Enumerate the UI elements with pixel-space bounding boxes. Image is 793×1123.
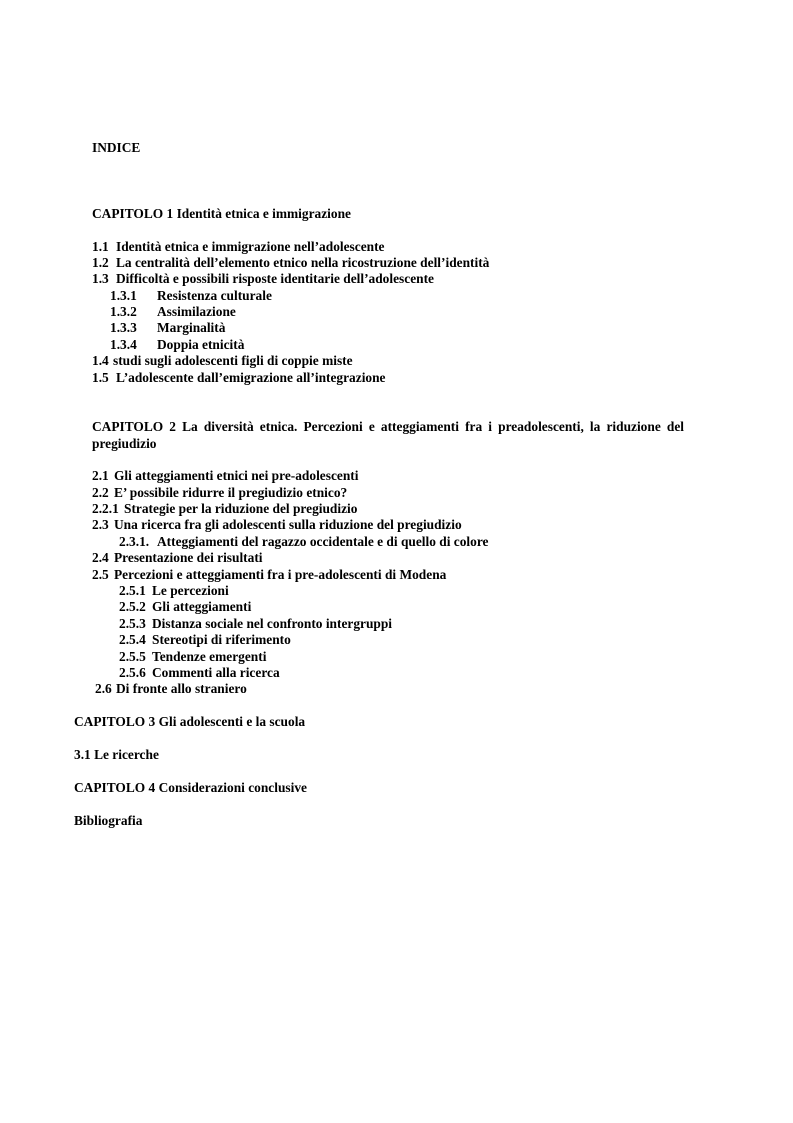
toc-entry bbox=[119, 649, 266, 665]
toc-entry bbox=[110, 337, 244, 353]
toc-entry-title: Tendenze emergenti bbox=[152, 649, 267, 664]
toc-entry-number: 2.5.2 bbox=[119, 599, 146, 614]
toc-entry-title: Atteggiamenti del ragazzo occidentale e di quello di colore bbox=[157, 534, 489, 549]
toc-entry-title: Assimilazione bbox=[157, 304, 236, 319]
toc-entry-number: 1.3.3 bbox=[110, 320, 137, 335]
toc-entry-title: Marginalità bbox=[157, 320, 226, 335]
toc-entry-number: 1.1 bbox=[92, 239, 109, 254]
toc-entry-number: 2.2 bbox=[92, 485, 109, 500]
toc-entry-title: Identità etnica e immigrazione nell’adolescente bbox=[116, 239, 385, 254]
toc-entry-title: Una ricerca fra gli adolescenti sulla riduzione del pregiudizio bbox=[114, 517, 462, 532]
chapter-2-heading: CAPITOLO 2 La diversità etnica. Percezioni e atteggiamenti fra i preadolescenti, la riduzione del pregiudizio bbox=[92, 419, 684, 451]
toc-entry bbox=[119, 665, 280, 681]
toc-entry-number: 2.5.4 bbox=[119, 632, 146, 647]
toc-entry bbox=[95, 681, 247, 697]
toc-entry-number: 1.4 bbox=[92, 353, 109, 368]
chapter-4-heading: CAPITOLO 4 Considerazioni conclusive bbox=[74, 780, 307, 795]
toc-entry-title: Resistenza culturale bbox=[157, 288, 272, 303]
toc-entry bbox=[92, 517, 462, 533]
toc-entry-number: 2.4 bbox=[92, 550, 109, 565]
toc-entry-number: 1.3.1 bbox=[110, 288, 137, 303]
toc-entry bbox=[92, 468, 358, 484]
toc-entry-title: Gli atteggiamenti etnici nei pre-adolescenti bbox=[114, 468, 359, 483]
toc-entry-number: 2.5.6 bbox=[119, 665, 146, 680]
toc-entry bbox=[119, 599, 251, 615]
index-title: INDICE bbox=[92, 140, 141, 155]
toc-entry bbox=[92, 239, 385, 255]
toc-entry-title: Presentazione dei risultati bbox=[114, 550, 263, 565]
toc-entry-number: 2.5 bbox=[92, 567, 109, 582]
toc-entry-title: Gli atteggiamenti bbox=[152, 599, 252, 614]
toc-entry-number: 2.3.1. bbox=[119, 534, 150, 549]
toc-entry bbox=[119, 534, 488, 550]
toc-entry-number: 2.5.3 bbox=[119, 616, 146, 631]
toc-entry bbox=[119, 632, 291, 648]
toc-entry-title: Stereotipi di riferimento bbox=[152, 632, 291, 647]
toc-entry-title: Doppia etnicità bbox=[157, 337, 245, 352]
toc-entry-number: 1.3.4 bbox=[110, 337, 137, 352]
toc-entry-number: 2.6 bbox=[95, 681, 112, 696]
toc-entry-number: 1.3 bbox=[92, 271, 109, 286]
toc-entry bbox=[119, 583, 229, 599]
toc-entry-title: La centralità dell’elemento etnico nella ricostruzione dell’identità bbox=[116, 255, 490, 270]
toc-entry-number: 2.3 bbox=[92, 517, 109, 532]
toc-entry-number: 2.1 bbox=[92, 468, 109, 483]
toc-entry-number: 2.5.5 bbox=[119, 649, 146, 664]
toc-entry-title: Le percezioni bbox=[152, 583, 229, 598]
toc-entry bbox=[92, 567, 446, 583]
toc-entry bbox=[92, 501, 357, 517]
toc-entry-title: Commenti alla ricerca bbox=[152, 665, 280, 680]
toc-entry: 3.1 Le ricerche bbox=[74, 747, 159, 762]
toc-entry bbox=[92, 485, 347, 501]
toc-entry-number: 2.2.1 bbox=[92, 501, 119, 516]
chapter-1-heading: CAPITOLO 1 Identità etnica e immigrazione bbox=[92, 206, 351, 221]
toc-entry bbox=[92, 550, 263, 566]
toc-entry bbox=[110, 320, 225, 336]
toc-entry-number: 1.5 bbox=[92, 370, 109, 385]
toc-entry-number: 1.2 bbox=[92, 255, 109, 270]
toc-entry bbox=[92, 255, 489, 271]
toc-entry-title: Difficoltà e possibili risposte identitarie dell’adolescente bbox=[116, 271, 434, 286]
toc-entry bbox=[119, 616, 392, 632]
toc-entry bbox=[110, 304, 236, 320]
toc-entry bbox=[92, 353, 353, 369]
chapter-3-heading: CAPITOLO 3 Gli adolescenti e la scuola bbox=[74, 714, 306, 729]
toc-entry-title: Percezioni e atteggiamenti fra i pre-adolescenti di Modena bbox=[114, 567, 447, 582]
toc-entry bbox=[92, 370, 386, 386]
toc-entry-title: L’adolescente dall’emigrazione all’integrazione bbox=[116, 370, 386, 385]
toc-entry-title: Di fronte allo straniero bbox=[116, 681, 247, 696]
toc-entry-number: 2.5.1 bbox=[119, 583, 146, 598]
toc-entry-title: Distanza sociale nel confronto intergruppi bbox=[152, 616, 393, 631]
toc-entry bbox=[92, 271, 434, 287]
toc-entry-title: E’ possibile ridurre il pregiudizio etnico? bbox=[114, 485, 348, 500]
toc-entry-number: 1.3.2 bbox=[110, 304, 137, 319]
toc-entry bbox=[110, 288, 272, 304]
bibliography-heading: Bibliografia bbox=[74, 813, 143, 828]
toc-entry-title: studi sugli adolescenti figli di coppie miste bbox=[113, 353, 353, 368]
toc-entry-title: Strategie per la riduzione del pregiudizio bbox=[124, 501, 358, 516]
